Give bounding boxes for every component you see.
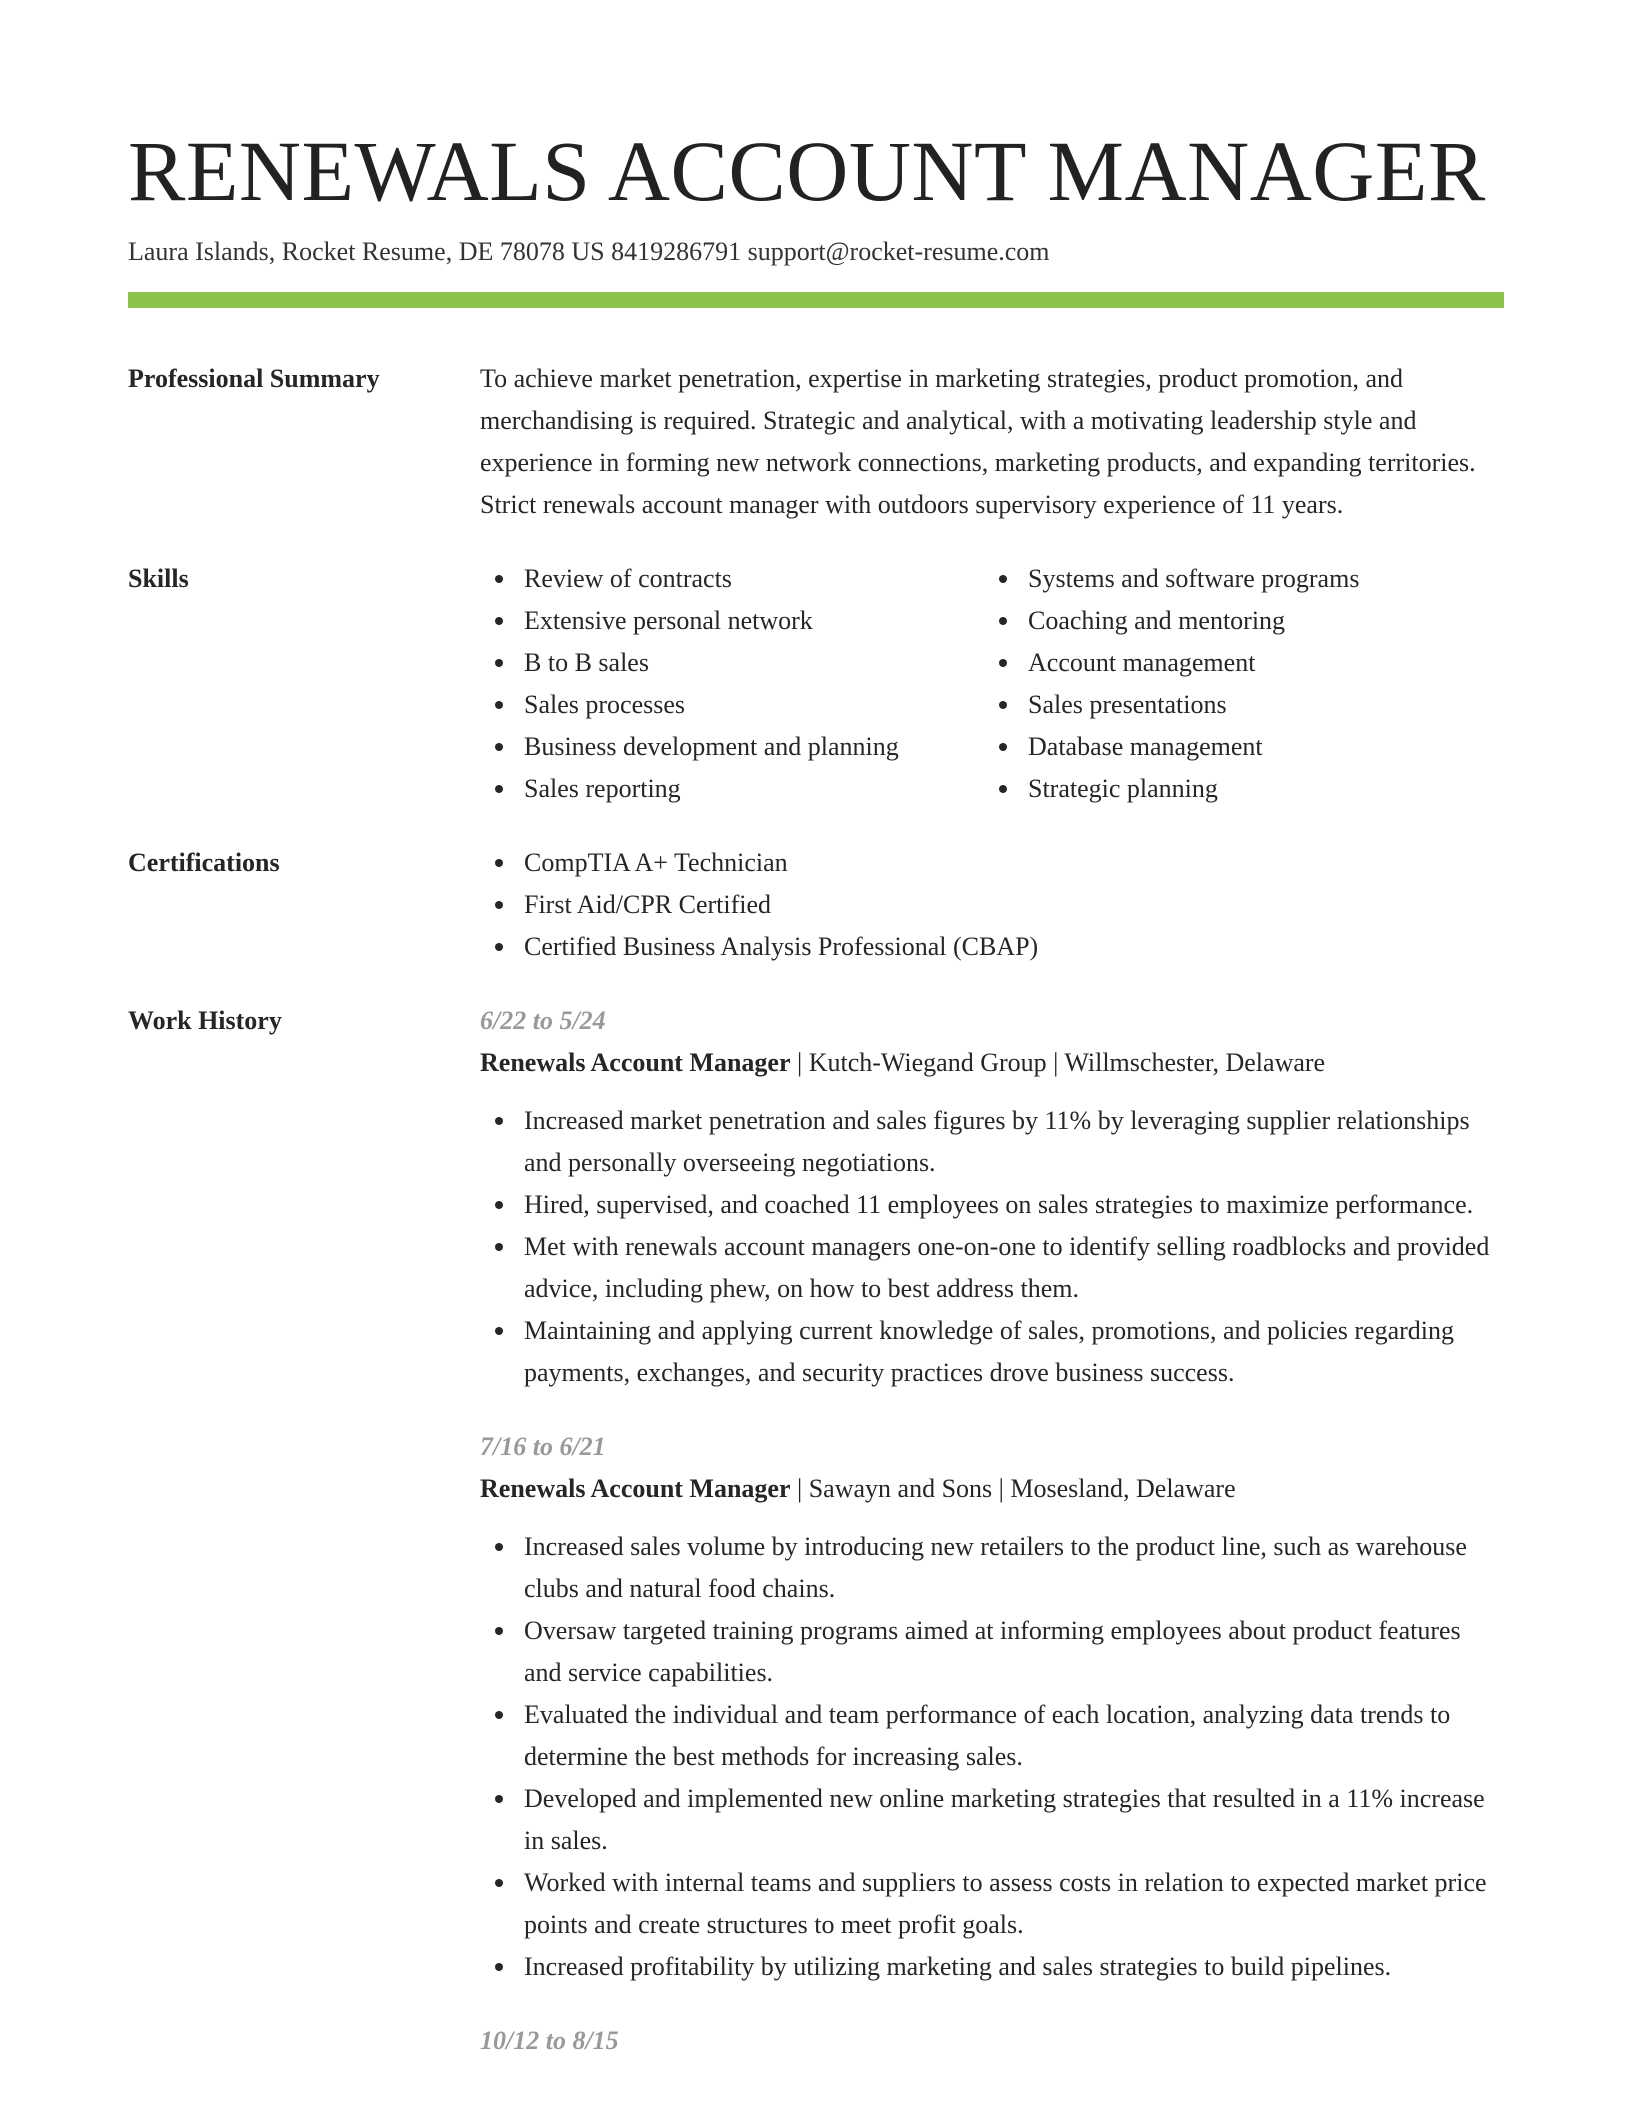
skill-item: Systems and software programs (984, 558, 1488, 600)
resume-page (128, 0, 1504, 2062)
job-dates: 10/12 to 8/15 (480, 2026, 619, 2055)
job-details: | Kutch-Wiegand Group | Willmschester, Delaware (790, 1048, 1326, 1077)
work-history-section (128, 1000, 1504, 2062)
skill-item: Coaching and mentoring (984, 600, 1488, 642)
certification-item: CompTIA A+ Technician (480, 842, 1504, 884)
job-heading (480, 1468, 1504, 1510)
skills-section (128, 558, 1504, 810)
work-history-heading: Work History (128, 1006, 282, 1035)
job-bullet: Met with renewals account managers one-on-one to identify selling roadblocks and provided advice, including phew, on how to best address them. (480, 1226, 1504, 1310)
job-bullets (480, 1526, 1504, 1988)
job-bullet: Worked with internal teams and suppliers to assess costs in relation to expected market price points and create structures to meet profit goals. (480, 1862, 1504, 1946)
skills-heading: Skills (128, 564, 189, 593)
job-dates: 7/16 to 6/21 (480, 1432, 606, 1461)
skills-column-2 (984, 558, 1488, 810)
skill-item: B to B sales (480, 642, 984, 684)
summary-heading: Professional Summary (128, 364, 380, 393)
job-title: Renewals Account Manager (480, 1048, 791, 1077)
job-bullet: Maintaining and applying current knowledge of sales, promotions, and policies regarding payments, exchanges, and security practices drove business success. (480, 1310, 1504, 1394)
job-entry (480, 2020, 1504, 2062)
job-bullet: Developed and implemented new online marketing strategies that resulted in a 11% increase in sales. (480, 1778, 1504, 1862)
resume-title: RENEWALS ACCOUNT MANAGER (128, 123, 1486, 219)
contact-phone: 8419286791 (611, 237, 742, 266)
skill-item: Sales presentations (984, 684, 1488, 726)
skill-item: Sales reporting (480, 768, 984, 810)
contact-line (128, 234, 1504, 270)
contact-email: support@rocket-resume.com (747, 237, 1050, 266)
certifications-section (128, 842, 1504, 968)
skill-item: Extensive personal network (480, 600, 984, 642)
certifications-heading: Certifications (128, 848, 280, 877)
header-divider (128, 292, 1504, 308)
job-bullet: Increased profitability by utilizing marketing and sales strategies to build pipelines. (480, 1946, 1504, 1988)
job-bullet: Oversaw targeted training programs aimed at informing employees about product features and service capabilities. (480, 1610, 1504, 1694)
certification-item: Certified Business Analysis Professional (CBAP) (480, 926, 1504, 968)
skills-column-1 (480, 558, 984, 810)
skill-item: Review of contracts (480, 558, 984, 600)
job-bullet: Increased sales volume by introducing new retailers to the product line, such as warehouse clubs and natural food chains. (480, 1526, 1504, 1610)
job-title: Renewals Account Manager (480, 1474, 791, 1503)
job-bullet: Evaluated the individual and team performance of each location, analyzing data trends to determine the best methods for increasing sales. (480, 1694, 1504, 1778)
skill-item: Account management (984, 642, 1488, 684)
skill-item: Sales processes (480, 684, 984, 726)
job-bullet: Increased market penetration and sales figures by 11% by leveraging supplier relationships and personally overseeing negotiations. (480, 1100, 1504, 1184)
summary-section (128, 308, 1504, 526)
skill-item: Business development and planning (480, 726, 984, 768)
job-details: | Sawayn and Sons | Mosesland, Delaware (790, 1474, 1236, 1503)
contact-address: Laura Islands, Rocket Resume, DE 78078 US (128, 237, 605, 266)
job-entry (480, 1426, 1504, 1988)
job-heading (480, 1042, 1504, 1084)
certifications-list (480, 842, 1504, 968)
job-dates: 6/22 to 5/24 (480, 1006, 606, 1035)
summary-text: To achieve market penetration, expertise in marketing strategies, product promotion, and merchandising is required. Strategic and analytical, with a motivating leadership style and experience in forming new network connections, marketing products, and expanding territories. Strict renewals account manager with outdoors supervisory experience of 11 years. (480, 364, 1476, 519)
skill-item: Strategic planning (984, 768, 1488, 810)
certification-item: First Aid/CPR Certified (480, 884, 1504, 926)
job-bullets (480, 1100, 1504, 1394)
skill-item: Database management (984, 726, 1488, 768)
job-bullet: Hired, supervised, and coached 11 employees on sales strategies to maximize performance. (480, 1184, 1504, 1226)
job-entry (480, 1000, 1504, 1394)
